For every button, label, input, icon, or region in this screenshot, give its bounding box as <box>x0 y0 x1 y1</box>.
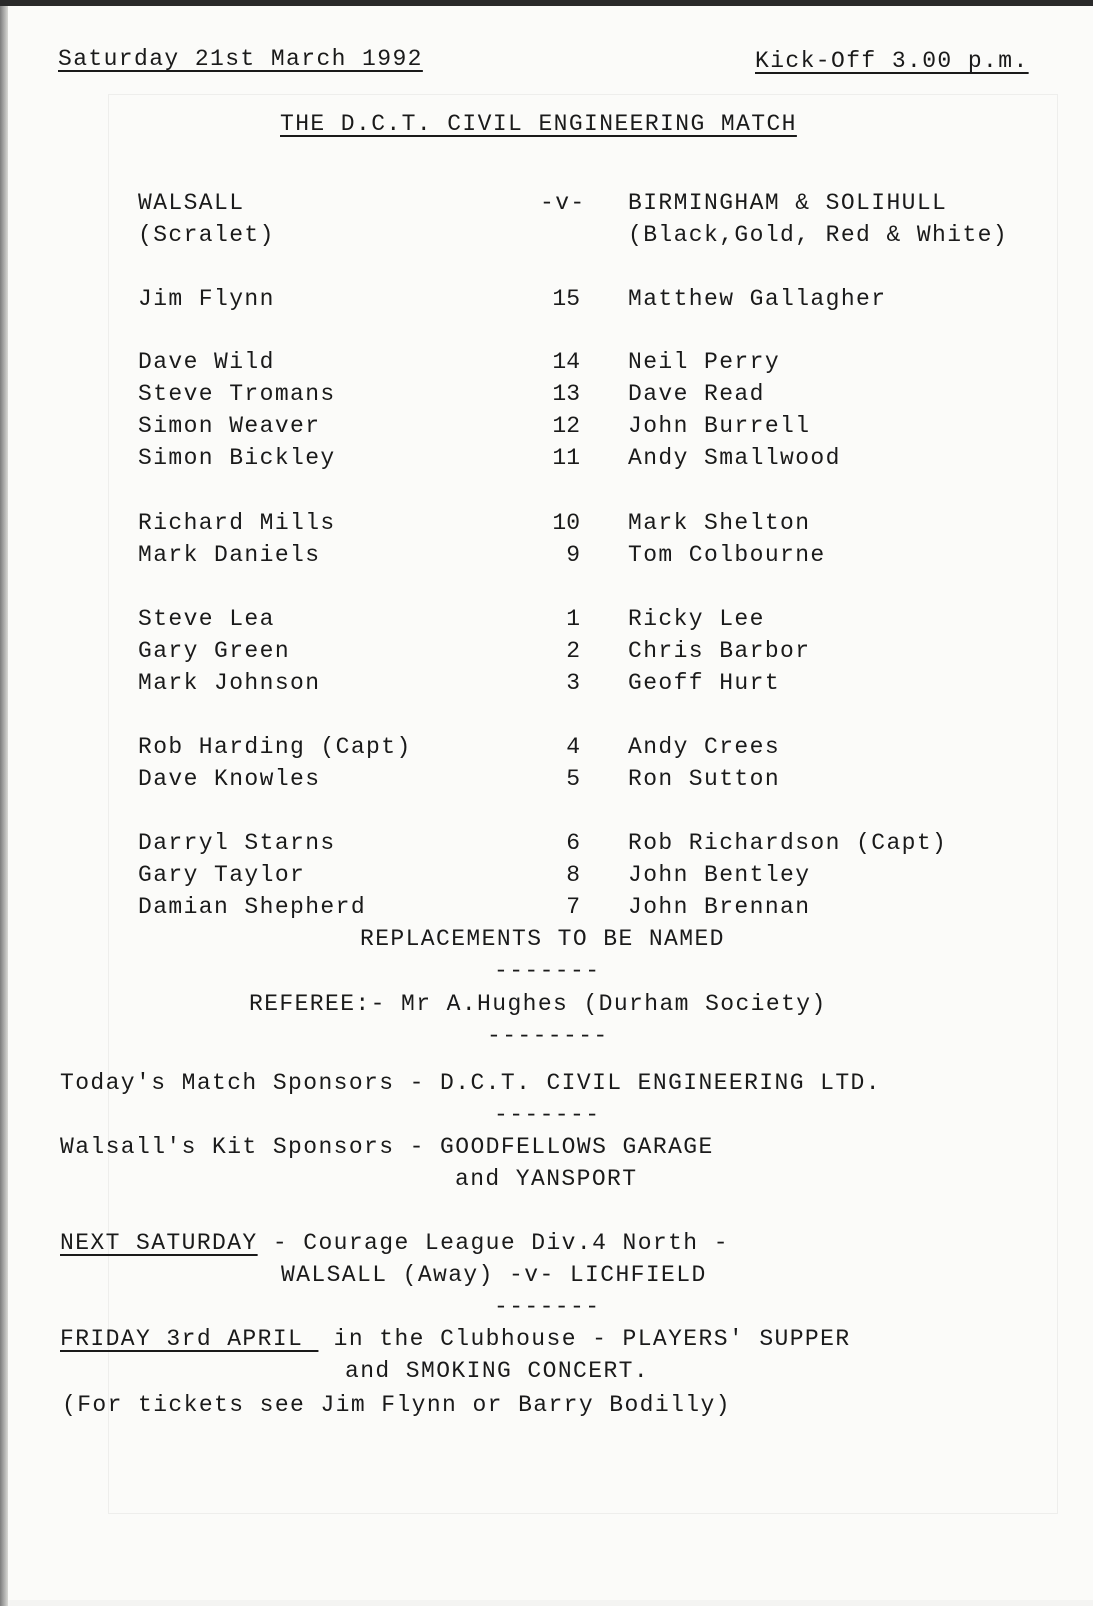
away-player: Rob Richardson (Capt) <box>628 830 948 856</box>
home-player: Steve Tromans <box>138 381 336 407</box>
position-number: 6 <box>566 830 580 856</box>
position-number: 15 <box>552 286 580 312</box>
referee-line: REFEREE:- Mr A.Hughes (Durham Society) <box>249 991 827 1017</box>
divider: ------- <box>494 1102 601 1128</box>
friday-detail-cont: and SMOKING CONCERT. <box>345 1358 650 1384</box>
away-player: Dave Read <box>628 381 765 407</box>
away-player: Tom Colbourne <box>628 542 826 568</box>
away-player: Matthew Gallagher <box>628 286 887 312</box>
away-player: John Burrell <box>628 413 811 439</box>
position-number: 4 <box>566 734 580 760</box>
next-saturday-detail: - Courage League Div.4 North - <box>257 1230 729 1256</box>
next-saturday-line <box>60 1228 729 1258</box>
home-player: Richard Mills <box>138 510 336 536</box>
position-number: 9 <box>566 542 580 568</box>
home-player: Dave Wild <box>138 349 275 375</box>
position-number: 7 <box>566 894 580 920</box>
position-number: 5 <box>566 766 580 792</box>
versus-label: -v- <box>540 190 586 216</box>
tickets-note: (For tickets see Jim Flynn or Barry Bodilly) <box>62 1392 731 1418</box>
replacements-note: REPLACEMENTS TO BE NAMED <box>360 926 725 952</box>
away-player: Mark Shelton <box>628 510 811 536</box>
position-number: 2 <box>566 638 580 664</box>
position-number: 14 <box>552 349 580 375</box>
match-date: Saturday 21st March 1992 <box>58 46 423 72</box>
kit-sponsors-cont: and YANSPORT <box>455 1166 638 1192</box>
away-player: Geoff Hurt <box>628 670 781 696</box>
position-number: 3 <box>566 670 580 696</box>
position-number: 11 <box>552 445 580 471</box>
home-player: Jim Flynn <box>138 286 275 312</box>
home-player: Mark Daniels <box>138 542 321 568</box>
kickoff-time: Kick-Off 3.00 p.m. <box>755 48 1029 74</box>
home-team: WALSALL <box>138 190 245 216</box>
away-player: Andy Crees <box>628 734 781 760</box>
position-number: 8 <box>566 862 580 888</box>
away-team: BIRMINGHAM & SOLIHULL <box>628 190 948 216</box>
position-number: 10 <box>552 510 580 536</box>
away-colours: (Black,Gold, Red & White) <box>628 222 1009 248</box>
position-number: 12 <box>552 413 580 439</box>
binding-edge <box>0 6 8 1606</box>
home-player: Steve Lea <box>138 606 275 632</box>
home-colours: (Scralet) <box>138 222 275 248</box>
friday-label: FRIDAY 3rd APRIL <box>60 1326 319 1352</box>
home-player: Rob Harding (Capt) <box>138 734 412 760</box>
match-title: THE D.C.T. CIVIL ENGINEERING MATCH <box>280 111 797 137</box>
away-player: Chris Barbor <box>628 638 811 664</box>
away-player: Ron Sutton <box>628 766 781 792</box>
friday-detail: in the Clubhouse - PLAYERS' SUPPER <box>318 1326 851 1352</box>
divider: ------- <box>494 958 601 984</box>
away-player: Neil Perry <box>628 349 781 375</box>
away-player: John Bentley <box>628 862 811 888</box>
home-player: Damian Shepherd <box>138 894 367 920</box>
away-player: John Brennan <box>628 894 811 920</box>
position-number: 1 <box>566 606 580 632</box>
away-player: Ricky Lee <box>628 606 765 632</box>
divider: ------- <box>494 1294 601 1320</box>
home-player: Mark Johnson <box>138 670 321 696</box>
home-player: Darryl Starns <box>138 830 336 856</box>
home-player: Gary Green <box>138 638 291 664</box>
home-player: Gary Taylor <box>138 862 306 888</box>
home-player: Dave Knowles <box>138 766 321 792</box>
home-player: Simon Weaver <box>138 413 321 439</box>
next-saturday-label: NEXT SATURDAY <box>60 1230 258 1256</box>
next-fixture: WALSALL (Away) -v- LICHFIELD <box>281 1262 707 1288</box>
divider: -------- <box>487 1023 609 1049</box>
friday-line <box>60 1324 851 1354</box>
position-number: 13 <box>552 381 580 407</box>
kit-sponsors: Walsall's Kit Sponsors - GOODFELLOWS GARAGE <box>60 1134 714 1160</box>
match-sponsors: Today's Match Sponsors - D.C.T. CIVIL ENGINEERING LTD. <box>60 1070 881 1096</box>
away-player: Andy Smallwood <box>628 445 841 471</box>
home-player: Simon Bickley <box>138 445 336 471</box>
